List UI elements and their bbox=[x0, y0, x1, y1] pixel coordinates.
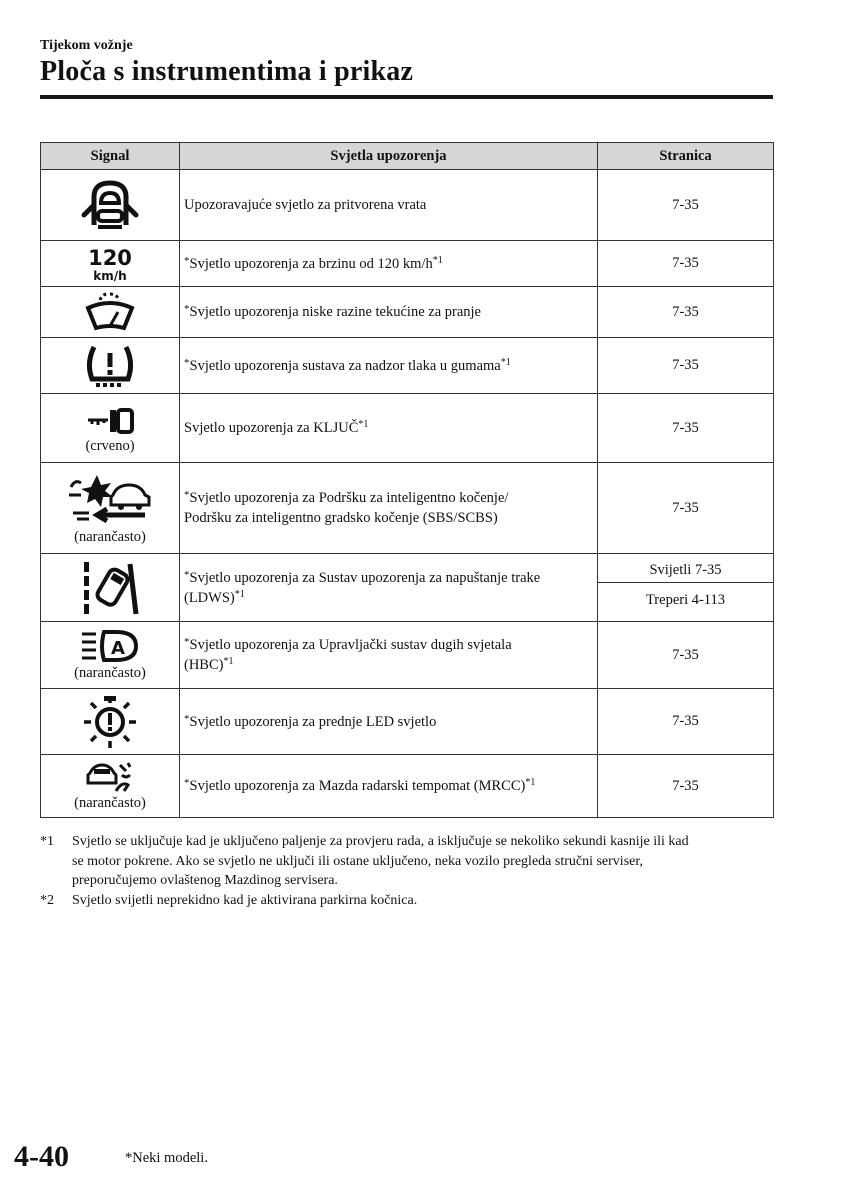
page-reference: 7-35 bbox=[598, 287, 774, 338]
table-row bbox=[41, 554, 774, 622]
signal-cell bbox=[41, 394, 180, 463]
svg-text:km/h: km/h bbox=[93, 268, 127, 283]
column-header-page: Stranica bbox=[598, 143, 774, 170]
table-row bbox=[41, 170, 774, 241]
page-number: 4-40 bbox=[14, 1140, 69, 1173]
svg-text:120: 120 bbox=[88, 245, 132, 270]
signal-color-caption: (narančasto) bbox=[74, 664, 146, 681]
page-reference: 7-35 bbox=[598, 755, 774, 818]
section-label: Tijekom vožnje bbox=[40, 38, 133, 53]
table-header-row bbox=[41, 143, 774, 170]
light-description: *Svjetlo upozorenja za Upravljački sustav dugih svjetala (HBC)$^{*1}$ bbox=[180, 622, 598, 689]
door-ajar-icon bbox=[80, 175, 140, 235]
signal-cell bbox=[41, 287, 180, 338]
light-description: Upozoravajuće svjetlo za pritvorena vrata bbox=[180, 170, 598, 241]
signal-cell bbox=[41, 622, 180, 689]
table-row bbox=[41, 241, 774, 287]
page-reference: 7-35 bbox=[598, 463, 774, 554]
signal-color-caption: (crveno) bbox=[85, 437, 135, 454]
tire-pressure-icon bbox=[82, 343, 138, 389]
light-description: *Svjetlo upozorenja za prednje LED svjetlo bbox=[180, 689, 598, 755]
page-reference-on: Svijetli 7-35 bbox=[598, 558, 773, 583]
light-description: *Svjetlo upozorenja za brzinu od 120 $km/h^{*1}$ bbox=[180, 241, 598, 287]
light-description: *Svjetlo upozorenja za Mazda radarski tempomat (MRCC)$^{*1}$ bbox=[180, 755, 598, 818]
signal-color-caption: (narančasto) bbox=[74, 794, 146, 811]
footnote-2 bbox=[40, 891, 780, 911]
speed-120-icon bbox=[85, 244, 135, 284]
warning-lights-table bbox=[40, 142, 774, 818]
page-reference: 7-35 bbox=[598, 394, 774, 463]
signal-cell bbox=[41, 338, 180, 394]
signal-color-caption: (narančasto) bbox=[74, 528, 146, 545]
models-note: *Neki modeli. bbox=[125, 1150, 208, 1166]
footnote-mark: *2 bbox=[40, 892, 54, 908]
lane-departure-icon bbox=[78, 558, 142, 618]
sbs-scbs-icon bbox=[67, 471, 153, 527]
light-description: *Svjetlo upozorenja sustava za nadzor tlaka u gumama$^{*1}$ bbox=[180, 338, 598, 394]
page-reference-flashing: Treperi 4-113 bbox=[645, 592, 726, 608]
page-reference: 7-35 bbox=[598, 241, 774, 287]
page-reference: 7-35 bbox=[598, 338, 774, 394]
table-row bbox=[41, 338, 774, 394]
led-headlight-icon bbox=[80, 694, 140, 750]
footnote-mark: *1 bbox=[40, 834, 54, 849]
page-reference bbox=[598, 554, 774, 622]
radar-cruise-icon bbox=[86, 761, 134, 793]
signal-cell bbox=[41, 463, 180, 554]
footnote-text: Svjetlo se uključuje kad je uključeno paljenje za provjeru rada, a isključuje se nekoliko sekundi kasnije ili kad se motor pokrene. Ako se svjetlo ne uključi ili ostane uključeno, neka vozilo pregleda stručni serviser, preporučujemo ovlaštenog Mazdinog servisera. bbox=[72, 834, 689, 888]
auto-high-beam-icon bbox=[80, 629, 140, 663]
light-description: Svjetlo upozorenja za KLJUČ$^{*1}$ bbox=[180, 394, 598, 463]
signal-cell bbox=[41, 755, 180, 818]
column-header-lights: Svjetla upozorenja bbox=[180, 143, 598, 170]
page-reference: 7-35 bbox=[598, 622, 774, 689]
table-row bbox=[41, 622, 774, 689]
table-row bbox=[41, 689, 774, 755]
signal-cell bbox=[41, 689, 180, 755]
table-row bbox=[41, 463, 774, 554]
page-reference: 7-35 bbox=[598, 170, 774, 241]
light-description: *Svjetlo upozorenja za Podršku za inteligentno kočenje/ Podršku za inteligentno gradsko kočenje (SBS/SCBS) bbox=[180, 463, 598, 554]
light-description: *Svjetlo upozorenja za Sustav upozorenja za napuštanje trake (LDWS)$^{*1}$ bbox=[180, 554, 598, 622]
key-icon bbox=[82, 402, 138, 436]
page-title: Ploča s instrumentima i prikaz bbox=[40, 56, 414, 87]
table-row bbox=[41, 755, 774, 818]
washer-fluid-icon bbox=[82, 290, 138, 334]
signal-cell bbox=[41, 554, 180, 622]
light-description: *Svjetlo upozorenja niske razine tekućine za pranje bbox=[180, 287, 598, 338]
footnote-1 bbox=[40, 832, 780, 891]
footnote-text: Svjetlo svijetli neprekidno kad je aktivirana parkirna kočnica. bbox=[72, 892, 418, 908]
column-header-signal: Signal bbox=[41, 143, 180, 170]
footnotes bbox=[40, 832, 780, 910]
title-rule bbox=[40, 95, 773, 99]
svg-text:A: A bbox=[111, 637, 125, 659]
signal-cell bbox=[41, 170, 180, 241]
page-reference: 7-35 bbox=[598, 689, 774, 755]
table-row bbox=[41, 394, 774, 463]
signal-cell bbox=[41, 241, 180, 287]
table-row bbox=[41, 287, 774, 338]
